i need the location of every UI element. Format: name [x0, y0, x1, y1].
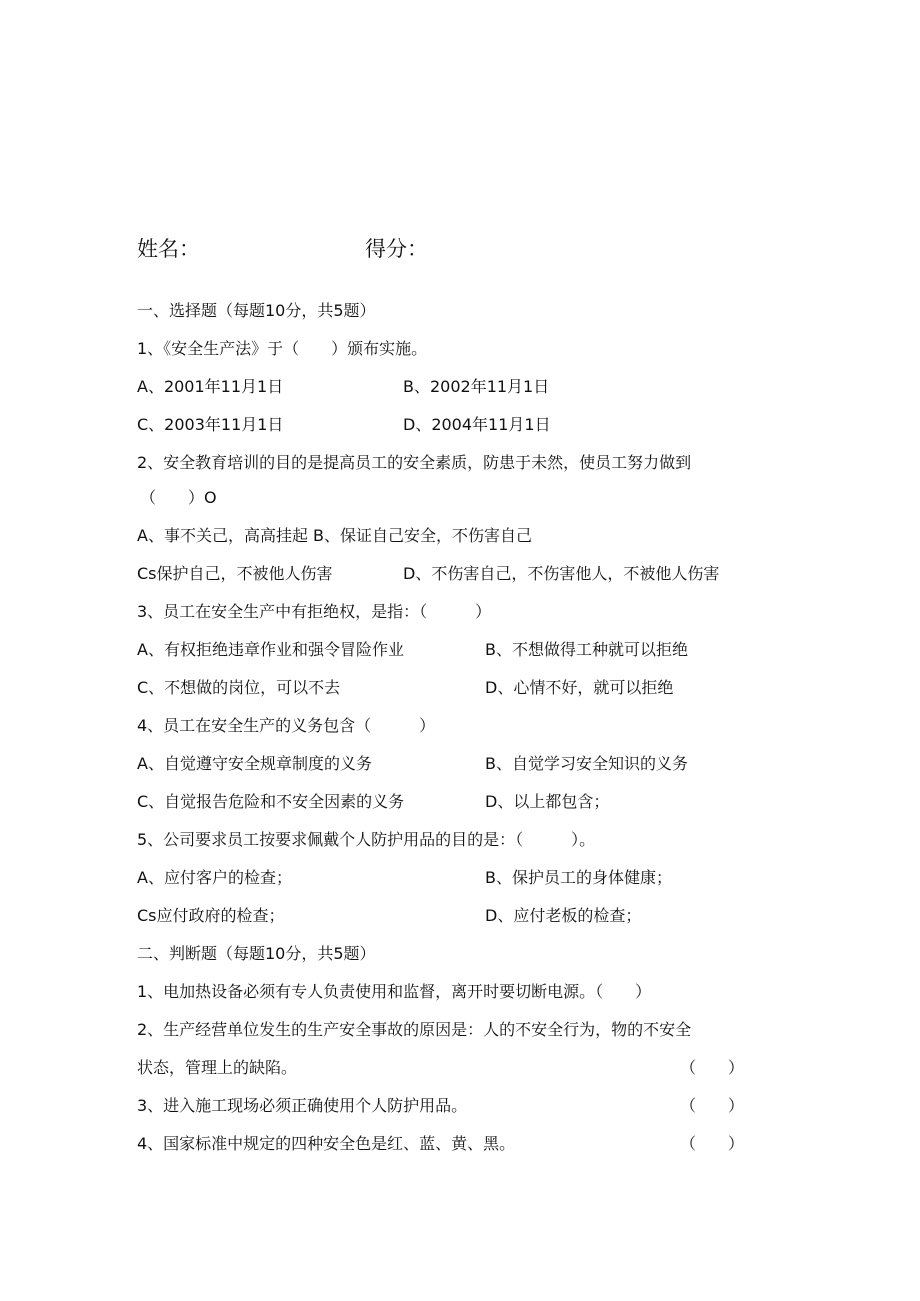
option-d: D、以上都包含；: [485, 792, 610, 811]
option-d: D、应付老板的检查；: [485, 906, 642, 925]
name-label: 姓名：: [137, 237, 200, 261]
option-c: C、2003年11月1日: [137, 415, 284, 434]
option-a: A、自觉遵守安全规章制度的义务: [137, 754, 372, 773]
option-c: Cs保护自己，不被他人伤害: [137, 564, 333, 583]
option-c: C、不想做的岗位，可以不去: [137, 678, 341, 697]
option-b: B、不想做得工种就可以拒绝: [485, 640, 688, 659]
answer-blank: （ ）: [680, 1096, 745, 1115]
question-stem-cont: （ ）O: [140, 488, 217, 507]
option-d: D、2004年11月1日: [403, 415, 551, 434]
judge-item: 3、进入施工现场必须正确使用个人防护用品。: [137, 1096, 468, 1115]
option-a: A、应付客户的检查；: [137, 868, 292, 887]
judge-item: 1、电加热设备必须有专人负责使用和监督，离开时要切断电源。（ ）: [137, 982, 652, 1001]
answer-blank: （ ）: [680, 1058, 745, 1077]
option-c: Cs应付政府的检查；: [137, 906, 285, 925]
option-d: D、心情不好，就可以拒绝: [485, 678, 674, 697]
judge-item: 2、生产经营单位发生的生产安全事故的原因是：人的不安全行为，物的不安全: [137, 1020, 692, 1039]
option-a: A、2001年11月1日: [137, 377, 284, 396]
question-stem: 5、公司要求员工按要求佩戴个人防护用品的目的是：（ ）。: [137, 830, 596, 849]
answer-blank: （ ）: [680, 1134, 745, 1153]
option-c: C、自觉报告危险和不安全因素的义务: [137, 792, 405, 811]
question-stem: 1、《安全生产法》于（ ）颁布实施。: [137, 339, 428, 358]
section-title: 二、判断题（每题10分，共5题）: [137, 944, 376, 963]
question-stem: 3、员工在安全生产中有拒绝权，是指：（ ）: [137, 602, 492, 621]
option-a: A、有权拒绝违章作业和强令冒险作业: [137, 640, 404, 659]
judge-item: 4、国家标准中规定的四种安全色是红、蓝、黄、黑。: [137, 1134, 516, 1153]
option-d: D、不伤害自己，不伤害他人，不被他人伤害: [403, 564, 720, 583]
judge-item-cont: 状态，管理上的缺陷。: [137, 1058, 298, 1077]
option-b: B、自觉学习安全知识的义务: [485, 754, 688, 773]
question-stem: 2、安全教育培训的目的是提高员工的安全素质，防患于未然，使员工努力做到: [137, 453, 692, 472]
option-b: B、2002年11月1日: [403, 377, 550, 396]
score-label: 得分：: [365, 237, 428, 261]
option-b: B、保护员工的身体健康；: [485, 868, 672, 887]
question-stem: 4、员工在安全生产的义务包含（ ）: [137, 716, 436, 735]
option-a-b: A、事不关己，高高挂起 B、保证自己安全，不伤害自己: [137, 526, 533, 545]
section-title: 一、选择题（每题10分，共5题）: [137, 301, 376, 320]
